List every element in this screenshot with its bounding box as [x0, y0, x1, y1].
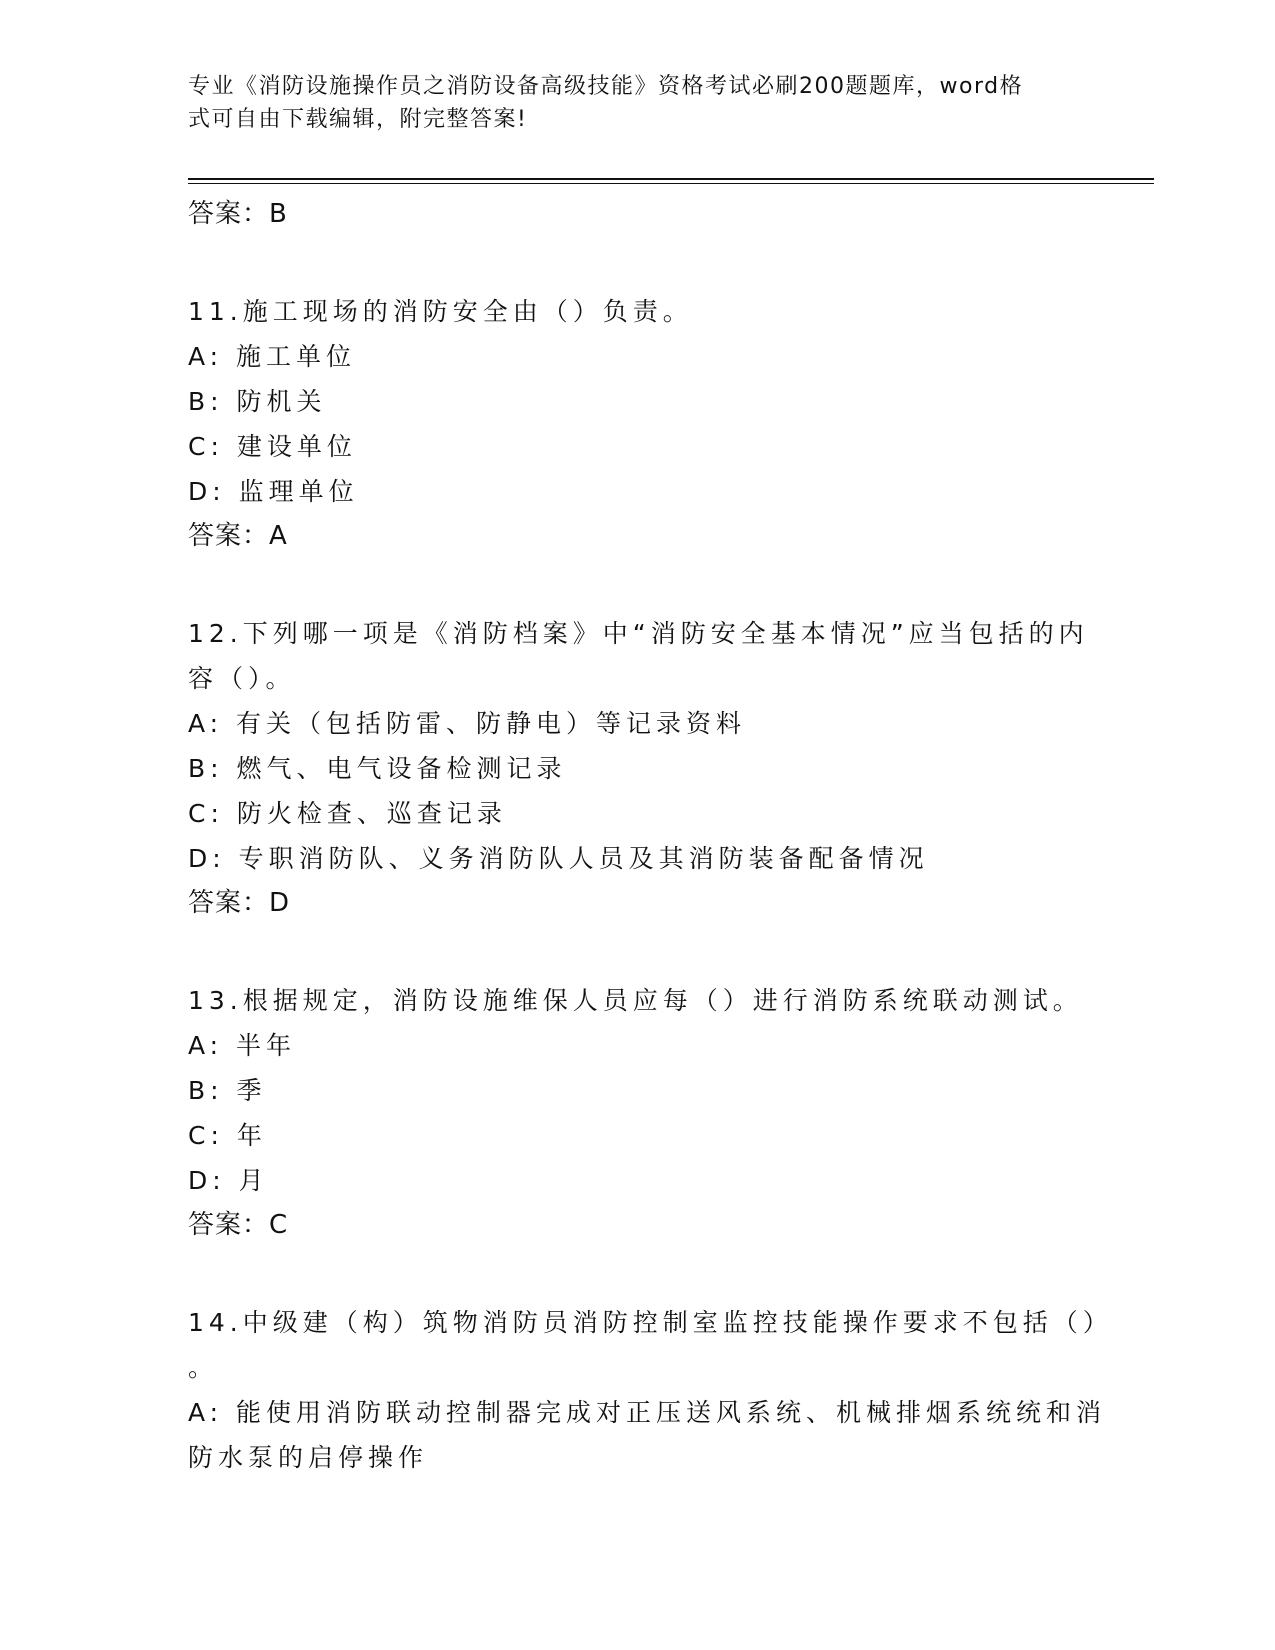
- header-line-1: 专业《消防设施操作员之消防设备高级技能》资格考试必刷200题题库，word格: [188, 74, 1024, 99]
- option-b: B: 季: [188, 1076, 267, 1105]
- option-a-line-1: A: 能使用消防联动控制器完成对正压送风系统、机械排烟系统统和消: [188, 1398, 1107, 1427]
- answer-line: 答案：B: [188, 199, 288, 229]
- option-d: D: 月: [188, 1166, 269, 1195]
- header-line-2: 式可自由下载编辑，附完整答案!: [188, 107, 528, 132]
- answer-line: 答案：D: [188, 888, 291, 918]
- question-stem-line-1: 14.中级建（构）筑物消防员消防控制室监控技能操作要求不包括（）: [188, 1308, 1113, 1337]
- document-header: [188, 70, 1088, 136]
- option-c: C: 建设单位: [188, 432, 357, 461]
- option-a-line-2: 防水泵的启停操作: [188, 1443, 429, 1472]
- answer-line: 答案：C: [188, 1210, 289, 1240]
- question-stem-line-2: 。: [188, 1353, 219, 1382]
- question-stem: 11.施工现场的消防安全由（）负责。: [188, 297, 693, 326]
- question-14: [188, 1300, 1113, 1480]
- header-divider-thin: [188, 183, 1154, 184]
- question-stem-line-2: 容（）。: [188, 664, 296, 693]
- header-divider: [188, 178, 1154, 180]
- option-c: C: 防火检查、巡查记录: [188, 799, 507, 828]
- question-12: [188, 611, 1088, 926]
- question-13: [188, 978, 1088, 1248]
- option-a: A: 施工单位: [188, 342, 357, 371]
- question-stem: 13.根据规定，消防设施维保人员应每（）进行消防系统联动测试。: [188, 986, 1083, 1015]
- option-a: A: 半年: [188, 1031, 297, 1060]
- option-a: A: 有关（包括防雷、防静电）等记录资料: [188, 709, 747, 738]
- answer-line: 答案：A: [188, 521, 288, 551]
- question-11: [188, 289, 1088, 559]
- option-b: B: 防机关: [188, 387, 327, 416]
- option-d: D: 监理单位: [188, 477, 359, 506]
- question-stem-line-1: 12.下列哪一项是《消防档案》中“消防安全基本情况”应当包括的内: [188, 619, 1089, 648]
- option-d: D: 专职消防队、义务消防队人员及其消防装备配备情况: [188, 844, 929, 873]
- option-c: C: 年: [188, 1121, 267, 1150]
- question-list: [188, 192, 1113, 1480]
- option-b: B: 燃气、电气设备检测记录: [188, 754, 567, 783]
